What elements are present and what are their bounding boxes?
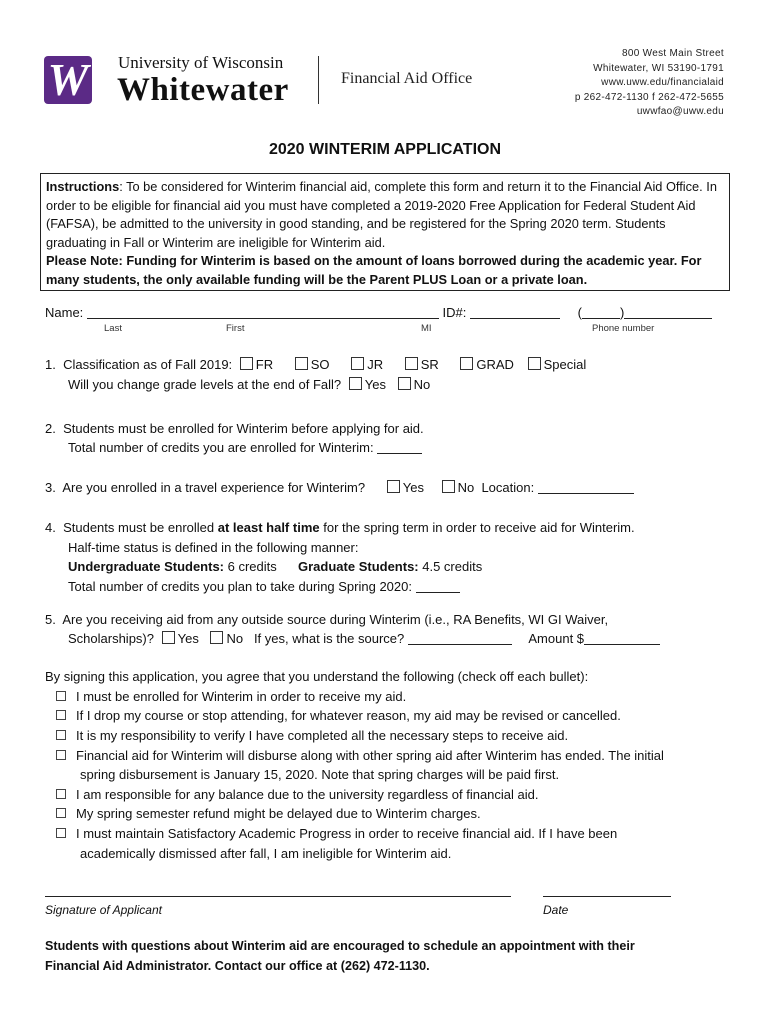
checkbox-q3-yes[interactable]: [387, 480, 400, 493]
q4-ug-value: 6 credits: [224, 559, 277, 574]
q5-scholarships: Scholarships)?: [68, 631, 154, 646]
q1-yes: Yes: [364, 377, 387, 392]
option-jr: JR: [367, 357, 384, 372]
name-row: [45, 303, 712, 322]
spring-credits-field[interactable]: [416, 580, 460, 593]
q5-line2: [68, 629, 660, 648]
phone-field[interactable]: [624, 306, 712, 319]
q5-source-label: If yes, what is the source?: [253, 631, 405, 646]
office-address: [575, 47, 724, 120]
q2-line2: Total number of credits you are enrolled for Winterim:: [68, 440, 374, 455]
agreement-bullet-6: [56, 804, 481, 823]
agreement-bullet-4: [56, 746, 664, 765]
question-4: [45, 518, 635, 537]
instructions-box: [40, 173, 730, 291]
q1-no: No: [413, 377, 431, 392]
bullet-checkbox-4[interactable]: [56, 750, 66, 760]
id-field[interactable]: [470, 306, 560, 319]
university-name: University of Wisconsin: [118, 53, 284, 72]
option-special: Special: [543, 357, 587, 372]
bullet-text-6: My spring semester refund might be delayed due to Winterim charges.: [76, 806, 481, 821]
question-1: [45, 355, 586, 374]
checkbox-q3-no[interactable]: [442, 480, 455, 493]
checkbox-q5-no[interactable]: [210, 631, 223, 644]
q4-line4: [68, 577, 460, 596]
signature-label: Signature of Applicant: [45, 903, 162, 917]
instructions-label: Instructions: [46, 179, 120, 194]
id-label: ID#:: [442, 305, 467, 320]
name-field[interactable]: [87, 306, 439, 319]
q5-yes: Yes: [177, 631, 199, 646]
campus-name: Whitewater: [117, 72, 289, 108]
checkbox-q1-yes[interactable]: [349, 377, 362, 390]
question-3: [45, 478, 634, 497]
q1-text2: Will you change grade levels at the end of Fall?: [68, 377, 342, 392]
bullet-checkbox-6[interactable]: [56, 808, 66, 818]
address-email[interactable]: uwwfao@uww.edu: [636, 106, 724, 117]
q3-number: 3.: [45, 480, 56, 495]
q5-number: 5.: [45, 612, 56, 627]
q4-post: for the spring term in order to receive aid for Winterim.: [319, 520, 635, 535]
q4-grad-label: Graduate Students:: [298, 559, 419, 574]
agreement-bullet-4-cont: spring disbursement is January 15, 2020. Note that spring charges will be paid first.: [80, 767, 560, 782]
amount-field[interactable]: [584, 632, 660, 645]
date-line[interactable]: [543, 896, 671, 897]
bullet-checkbox-7[interactable]: [56, 828, 66, 838]
first-caption: First: [226, 323, 245, 334]
checkbox-so[interactable]: [295, 357, 308, 370]
q3-text: Are you enrolled in a travel experience for Winterim?: [62, 480, 366, 495]
agreement-bullet-7: [56, 824, 617, 843]
question-2-credits: [68, 438, 422, 457]
q4-number: 4.: [45, 520, 56, 535]
office-name: Financial Aid Office: [341, 70, 473, 87]
location-field[interactable]: [538, 481, 634, 494]
checkbox-special[interactable]: [528, 357, 541, 370]
bullet-checkbox-5[interactable]: [56, 789, 66, 799]
uww-logo: W: [44, 56, 92, 104]
checkbox-grad[interactable]: [460, 357, 473, 370]
agreement-intro: By signing this application, you agree that you understand the following (check off each bullet):: [45, 669, 589, 684]
signature-line[interactable]: [45, 896, 511, 897]
winterim-credits-field[interactable]: [377, 441, 422, 454]
checkbox-q5-yes[interactable]: [162, 631, 175, 644]
phone-area-field[interactable]: [582, 306, 620, 319]
bullet-text-1: I must be enrolled for Winterim in order to receive my aid.: [76, 689, 407, 704]
q3-location-label: Location:: [481, 480, 535, 495]
bullet-text-5: I am responsible for any balance due to the university regardless of financial aid.: [76, 787, 539, 802]
agreement-bullet-5: [56, 785, 538, 804]
instructions-text: : To be considered for Winterim financial aid, complete this form and return it to the Financial Aid Office. In order to be eligible for financial aid you must have completed a 2019-2020 Free Application for Federal Student Aid (FAFSA), be admitted to the university in good standing, and be registered for the Spring 2020 term. Students graduating in Fall or Winterim are ineligible for Winterim aid.: [46, 179, 717, 250]
checkbox-fr[interactable]: [240, 357, 253, 370]
footer-line-1: Students with questions about Winterim aid are encouraged to schedule an appointment with their: [45, 939, 635, 953]
bullet-checkbox-3[interactable]: [56, 730, 66, 740]
option-grad: GRAD: [476, 357, 514, 372]
phone-paren-open: (: [577, 305, 582, 320]
checkbox-jr[interactable]: [351, 357, 364, 370]
phone-paren-close: ): [619, 305, 625, 320]
q3-yes: Yes: [402, 480, 424, 495]
question-2: [45, 419, 424, 438]
q4-bold: at least half time: [217, 520, 320, 535]
option-sr: SR: [420, 357, 439, 372]
q5-line1: Are you receiving aid from any outside source during Winterim (i.e., RA Benefits, WI GI Waiver,: [62, 612, 609, 627]
last-caption: Last: [104, 323, 122, 334]
q1-number: 1.: [45, 357, 56, 372]
q4-line2: Half-time status is defined in the following manner:: [68, 540, 359, 555]
bullet-checkbox-1[interactable]: [56, 691, 66, 701]
option-fr: FR: [255, 357, 274, 372]
q5-amount-label: Amount $: [528, 631, 585, 646]
bullet-text-3: It is my responsibility to verify I have completed all the necessary steps to receive aid.: [76, 728, 569, 743]
address-street: 800 West Main Street: [622, 48, 724, 59]
footer-line-2: Financial Aid Administrator. Contact our office at (262) 472-1130.: [45, 959, 430, 973]
bullet-checkbox-2[interactable]: [56, 710, 66, 720]
date-label: Date: [543, 903, 569, 917]
q4-grad-value: 4.5 credits: [418, 559, 483, 574]
q5-no: No: [226, 631, 244, 646]
q3-no: No: [457, 480, 475, 495]
bullet-text-2: If I drop my course or stop attending, for whatever reason, my aid may be revised or cancelled.: [76, 708, 621, 723]
q4-pre: Students must be enrolled: [63, 520, 218, 535]
mi-caption: MI: [421, 323, 432, 334]
name-label: Name:: [45, 305, 84, 320]
bullet-text-7: I must maintain Satisfactory Academic Progress in order to receive financial aid. If I have been: [76, 826, 618, 841]
q2-line1: Students must be enrolled for Winterim before applying for aid.: [63, 421, 424, 436]
q4-line3: [68, 557, 482, 576]
question-5: [45, 610, 608, 629]
agreement-bullet-7-cont: academically dismissed after fall, I am ineligible for Winterim aid.: [80, 846, 452, 861]
agreement-bullet-2: [56, 706, 621, 725]
address-city: Whitewater, WI 53190-1791: [593, 62, 724, 74]
checkbox-sr[interactable]: [405, 357, 418, 370]
bullet-text-4: Financial aid for Winterim will disburse along with other spring aid after Winterim has ended. The initial: [76, 748, 664, 763]
agreement-bullet-1: [56, 687, 406, 706]
agreement-bullet-3: [56, 726, 568, 745]
question-1-grade-change: [68, 375, 430, 394]
q1-text: Classification as of Fall 2019:: [63, 357, 233, 372]
address-web[interactable]: www.uww.edu/financialaid: [601, 77, 724, 88]
checkbox-q1-no[interactable]: [398, 377, 411, 390]
instructions-note: Please Note: Funding for Winterim is based on the amount of loans borrowed during the academic year. For many students, the only available funding will be the Parent PLUS Loan or a private loan.: [46, 253, 702, 287]
header-divider: [318, 56, 319, 104]
q4-spring-credits-text: Total number of credits you plan to take during Spring 2020:: [68, 579, 412, 594]
page-title: 2020 WINTERIM APPLICATION: [268, 141, 502, 158]
phone-caption: Phone number: [592, 323, 655, 334]
q2-number: 2.: [45, 421, 56, 436]
source-field[interactable]: [408, 632, 512, 645]
q4-ug-label: Undergraduate Students:: [68, 559, 225, 574]
option-so: SO: [310, 357, 330, 372]
address-phone: p 262-472-1130 f 262-472-5655: [574, 91, 724, 103]
